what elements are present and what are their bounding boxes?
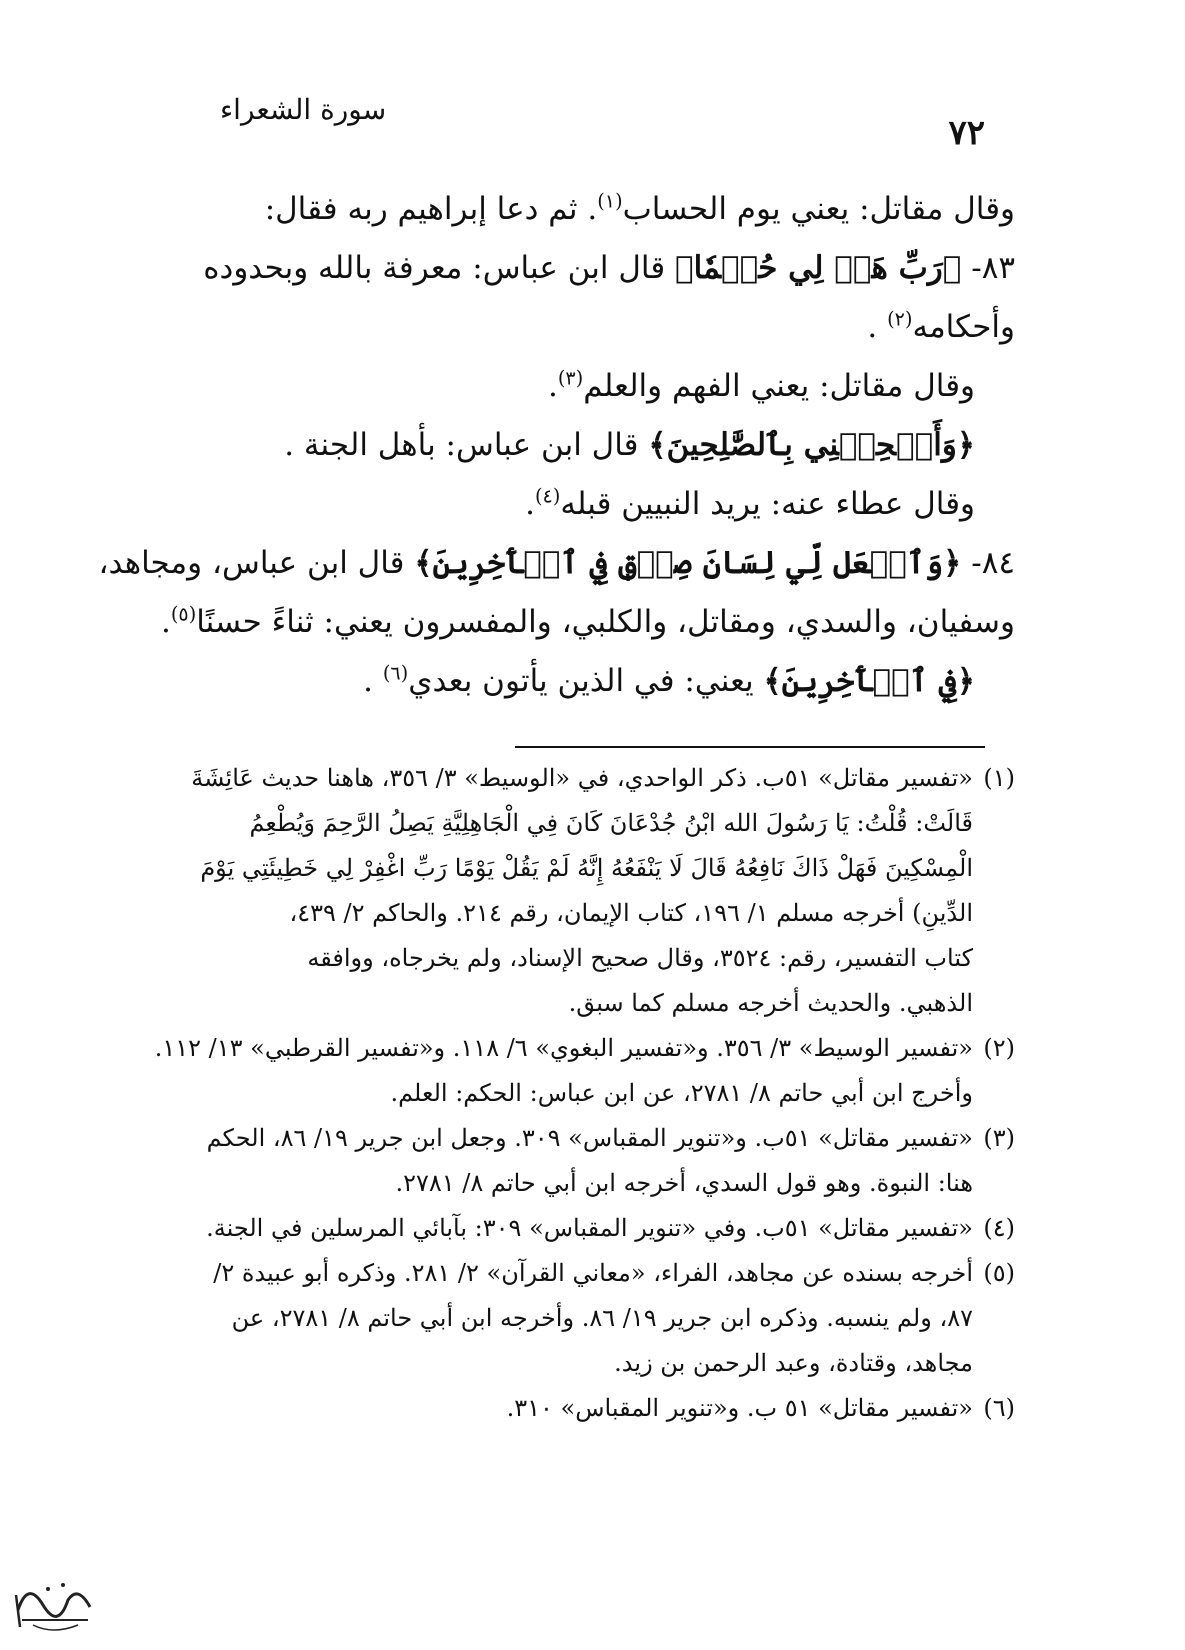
- footnote-ref: (٦): [382, 661, 409, 685]
- footnote: [155, 1026, 1015, 1116]
- footnote-line: الدِّينِ) أخرجه مسلم ١/ ١٩٦، كتاب الإيمان، رقم ٢١٤. والحاكم ٢/ ٤٣٩،: [289, 899, 973, 927]
- footnote: [155, 1251, 1015, 1386]
- footnotes: [155, 756, 1015, 1431]
- quran-verse: ﴿وَأَلۡحِقۡنِي بِٱلصَّٰلِحِينَ﴾: [648, 427, 975, 463]
- text-line: ﴿فِي ٱلۡأٓخِرِينَ﴾ يعني: في الذين يأتون بعدي$^{(٦)}$ .: [363, 661, 975, 699]
- footnote: [155, 756, 1015, 1026]
- footnote-marker: (٢): [983, 1034, 1015, 1062]
- footnote-line: أخرجه بسنده عن مجاهد، الفراء، «معاني القرآن» ٢/ ٢٨١. وذكره أبو عبيدة ٢/: [213, 1259, 973, 1287]
- footnote-marker: (٣): [983, 1124, 1015, 1152]
- footnote-ref: (٥): [170, 602, 197, 626]
- quran-verse: ﴿وَٱجۡعَل لِّي لِسَانَ صِدۡقٖ فِي ٱلۡأٓخِرِينَ﴾: [414, 545, 962, 581]
- footnote-line: وأخرج ابن أبي حاتم ٨/ ٢٧٨١، عن ابن عباس: الحكم: العلم.: [390, 1079, 973, 1107]
- text-line: وسفيان، والسدي، ومقاتل، والكلبي، والمفسرون يعني: ثناءً حسنًا$^{(٥)}$.: [161, 602, 1015, 640]
- text-line: ﴿وَأَلۡحِقۡنِي بِٱلصَّٰلِحِينَ﴾ قال ابن عباس: بأهل الجنة .: [284, 427, 975, 463]
- footnote-line: «تفسير مقاتل» ٥١ ب. و«تنوير المقباس» ٣١٠.: [506, 1394, 973, 1422]
- footnote-line: قَالَتْ: قُلْتُ: يَا رَسُولَ الله ابْنُ جُدْعَانَ كَانَ فِي الْجَاهِلِيَّةِ يَصِلُ الرَّحِمَ وَيُطْعِمُ: [249, 809, 973, 837]
- footnote-line: مجاهد، وقتادة، وعبد الرحمن بن زيد.: [614, 1349, 973, 1377]
- footnote-ref: (١): [597, 189, 623, 213]
- text-line: وقال مقاتل: يعني الفهم والعلم$^{(٣)}$.: [548, 366, 975, 404]
- footnote: [155, 1116, 1015, 1206]
- page-header: [140, 93, 985, 156]
- footnote-line: «تفسير مقاتل» ٥١ب. وفي «تنوير المقباس» ٣٠٩: بآبائي المرسلين في الجنة.: [206, 1214, 973, 1242]
- text-line: وأحكامه$^{(٢)}$ .: [867, 307, 1015, 345]
- footnote-line: «تفسير مقاتل» ٥١ب. و«تنوير المقباس» ٣٠٩. وجعل ابن جرير ١٩/ ٨٦، الحكم: [206, 1124, 973, 1152]
- footnote-ref: (٢): [887, 307, 913, 331]
- footnote-line: ٨٧، ولم ينسبه. وذكره ابن جرير ١٩/ ٨٦. وأخرجه ابن أبي حاتم ٨/ ٢٧٨١، عن: [231, 1304, 973, 1332]
- footnote-line: «تفسير الوسيط» ٣/ ٣٥٦. و«تفسير البغوي» ٦/ ١١٨. و«تفسير القرطبي» ١٣/ ١١٢.: [154, 1034, 973, 1062]
- footnote-marker: (٦): [983, 1394, 1015, 1422]
- seal-stamp-icon: [8, 1565, 98, 1645]
- footnote-line: هنا: النبوة. وهو قول السدي، أخرجه ابن أبي حاتم ٨/ ٢٧٨١.: [395, 1169, 973, 1197]
- footnote-line: الذهبي. والحديث أخرجه مسلم كما سبق.: [568, 989, 973, 1017]
- footnote-marker: (٥): [983, 1259, 1015, 1287]
- text-line: ٨٣- ﴿رَبِّ هَبۡ لِي حُكۡمٗا﴾ قال ابن عباس: معرفة بالله وبحدوده: [203, 250, 1015, 286]
- text-line: وقال مقاتل: يعني يوم الحساب$^{(١)}$. ثم دعا إبراهيم ربه فقال:: [264, 189, 1015, 227]
- surah-title: سورة الشعراء: [220, 93, 387, 126]
- footnote: [155, 1206, 1015, 1251]
- quran-verse: ﴿رَبِّ هَبۡ لِي حُكۡمٗا﴾: [675, 250, 962, 286]
- main-text: [98, 180, 1015, 711]
- footnote-line: كتاب التفسير، رقم: ٣٥٢٤، وقال صحيح الإسناد، ولم يخرجاه، ووافقه: [307, 944, 973, 972]
- footnote-ref: (٤): [535, 484, 561, 508]
- footnote-marker: (١): [983, 764, 1015, 792]
- footnote-ref: (٣): [557, 366, 584, 390]
- page-number: ٧٢: [948, 113, 985, 153]
- text-line: ٨٤- ﴿وَٱجۡعَل لِّي لِسَانَ صِدۡقٖ فِي ٱلۡأٓخِرِينَ﴾ قال ابن عباس، ومجاهد،: [98, 545, 1015, 581]
- footnote-marker: (٤): [983, 1214, 1015, 1242]
- quran-verse: ﴿فِي ٱلۡأٓخِرِينَ﴾: [763, 663, 975, 699]
- text-line: وقال عطاء عنه: يريد النبيين قبله$^{(٤)}$.: [525, 484, 975, 522]
- footnote-separator: [515, 746, 985, 748]
- footnote-line: «تفسير مقاتل» ٥١ب. ذكر الواحدي، في «الوسيط» ٣/ ٣٥٦، هاهنا حديث عَائِشَةَ: [191, 764, 973, 792]
- footnote-line: الْمِسْكِينَ فَهَلْ ذَاكَ نَافِعُهُ قَالَ لَا يَنْفَعُهُ إِنَّهُ لَمْ يَقُلْ يَوْمًا رَبِّ اغْفِرْ لِي خَطِيئَتِي يَوْمَ: [200, 854, 973, 882]
- footnote: [155, 1386, 1015, 1431]
